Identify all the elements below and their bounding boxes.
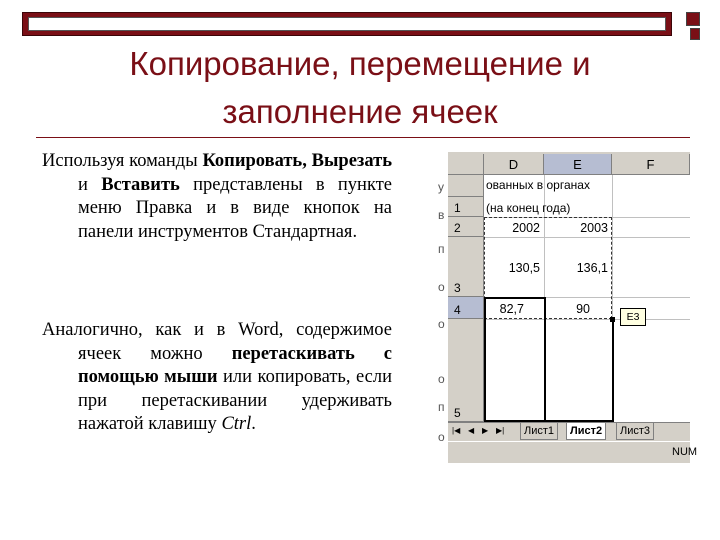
sheet-tab-3[interactable]: Лист3 xyxy=(616,423,654,440)
last-sheet-button[interactable]: ▶| xyxy=(496,426,505,435)
clipped-char: в xyxy=(438,208,445,222)
paragraph-drag-drop xyxy=(42,319,392,437)
prev-sheet-button[interactable]: ◀ xyxy=(468,426,475,435)
decor-square xyxy=(690,28,700,40)
italic-run: Ctrl xyxy=(221,414,252,434)
row-number: 4 xyxy=(454,303,461,317)
column-header-d[interactable]: D xyxy=(484,154,544,175)
text-run: Используя команды xyxy=(42,151,203,171)
sheet-tab-2[interactable]: Лист2 xyxy=(566,423,606,440)
cell-header-text-2[interactable]: (на конец года) xyxy=(486,201,571,215)
paragraph-copy-commands xyxy=(42,150,392,244)
row-number: 3 xyxy=(454,281,461,295)
row-header-1[interactable] xyxy=(448,197,484,217)
fill-handle[interactable] xyxy=(610,317,615,322)
text-run: Аналогично, как и в Word, содержимое ячеек можно xyxy=(42,320,392,364)
clipped-char: о xyxy=(438,280,445,294)
text-run: и xyxy=(78,174,102,195)
cell-header-text-1[interactable]: ованных в органах xyxy=(486,178,590,192)
bold-run: Вставить xyxy=(101,174,180,195)
clipped-char: о xyxy=(438,372,445,386)
cell-grid[interactable] xyxy=(484,175,690,422)
column-header-e[interactable]: E xyxy=(544,154,612,175)
clipped-left-text xyxy=(438,152,448,462)
drag-tooltip: E3 xyxy=(620,308,646,326)
title-line2: заполнение ячеек xyxy=(222,93,498,130)
top-decor-bar xyxy=(22,12,672,36)
text-run: . xyxy=(251,414,256,434)
num-lock-indicator: NUM xyxy=(672,446,698,458)
next-sheet-button[interactable]: ▶ xyxy=(482,426,489,435)
cell-d2[interactable]: 2002 xyxy=(512,221,540,235)
sheet-tab-bar xyxy=(448,422,690,441)
cell-e2[interactable]: 2003 xyxy=(580,221,608,235)
row-number: 2 xyxy=(454,221,461,235)
cell-e4[interactable]: 90 xyxy=(576,302,590,316)
row-header-4[interactable] xyxy=(448,297,484,319)
sheet-tab-1[interactable]: Лист1 xyxy=(520,423,558,440)
title-line1: Копирование, перемещение и xyxy=(129,45,591,82)
cell-d4[interactable]: 82,7 xyxy=(499,302,524,316)
cell-e3[interactable]: 136,1 xyxy=(576,261,608,275)
row-header-5[interactable] xyxy=(448,319,484,422)
clipped-char: о xyxy=(438,317,445,331)
row-header-3[interactable] xyxy=(448,237,484,297)
bold-run: перетаскивать с помощью мыши xyxy=(78,343,393,387)
clipped-char: п xyxy=(438,400,445,414)
decor-square xyxy=(686,12,700,26)
title-divider xyxy=(36,137,690,138)
select-all-corner[interactable] xyxy=(448,154,484,175)
row-number: 1 xyxy=(454,201,461,215)
bold-run: Копировать, Вырезать xyxy=(202,151,392,171)
column-header-f[interactable]: F xyxy=(612,154,690,175)
row-header-blank xyxy=(448,175,484,197)
row-number: 5 xyxy=(454,406,461,420)
status-bar xyxy=(448,441,698,463)
clipped-char: п xyxy=(438,242,445,256)
slide-title xyxy=(40,40,680,136)
cell-d3[interactable]: 130,5 xyxy=(508,261,540,275)
excel-screenshot xyxy=(438,152,698,462)
first-sheet-button[interactable]: |◀ xyxy=(452,426,461,435)
row-header-2[interactable] xyxy=(448,217,484,237)
clipped-char: у xyxy=(438,180,444,194)
clipped-char: о xyxy=(438,430,445,444)
text-run: представлены в пункте меню Правка и в виде кнопок на панели инструментов Стандартная. xyxy=(78,174,393,242)
text-run: или копировать, если при перетаскивании удерживать нажатой клавишу xyxy=(78,367,392,434)
